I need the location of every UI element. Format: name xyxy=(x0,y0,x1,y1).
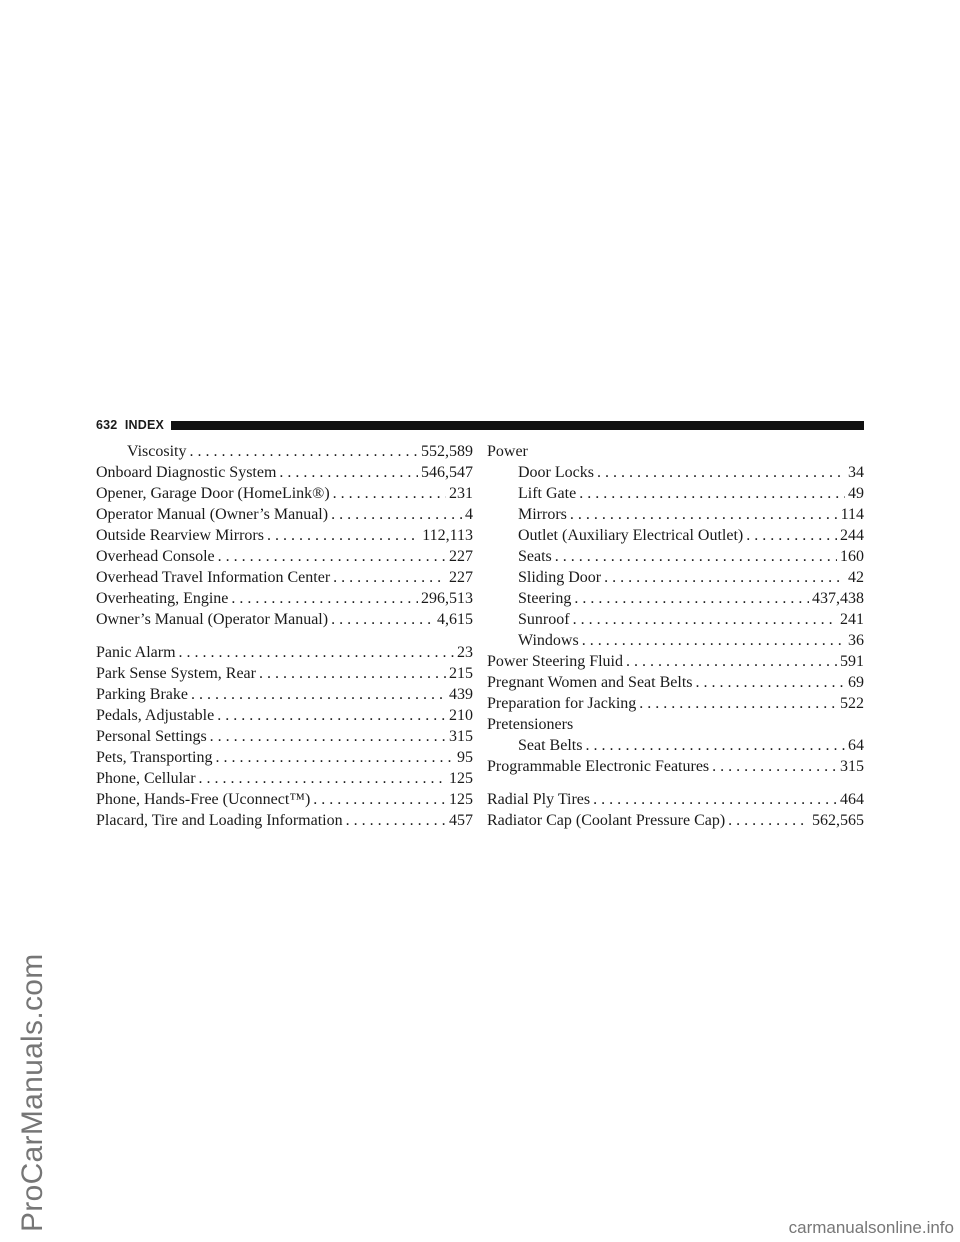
entry-page: 437,438 xyxy=(812,590,864,607)
entry-page: 439 xyxy=(449,686,473,703)
index-entry xyxy=(487,714,864,735)
dot-leader xyxy=(597,462,845,483)
entry-page: 231 xyxy=(449,485,473,502)
index-entry xyxy=(487,810,864,831)
index-entry xyxy=(96,726,473,747)
index-entry xyxy=(487,651,864,672)
index-entry xyxy=(96,642,473,663)
entry-label: Sliding Door xyxy=(518,569,602,586)
entry-page: 34 xyxy=(848,464,864,481)
entry-page: 215 xyxy=(449,665,473,682)
entry-label: Pets, Transporting xyxy=(96,749,213,766)
dot-leader xyxy=(555,546,837,567)
section-title: INDEX xyxy=(124,418,165,432)
entry-label: Radial Ply Tires xyxy=(487,791,591,808)
index-entry xyxy=(487,672,864,693)
dot-leader xyxy=(582,630,845,651)
entry-label: Preparation for Jacking xyxy=(487,695,637,712)
dot-leader xyxy=(189,441,418,462)
entry-label: Lift Gate xyxy=(518,485,577,502)
dot-leader xyxy=(639,693,837,714)
dot-leader xyxy=(585,735,845,756)
index-entry xyxy=(487,756,864,777)
index-column-left xyxy=(96,441,473,831)
page-number: 632 xyxy=(96,418,118,432)
index-entry xyxy=(96,483,473,504)
dot-leader xyxy=(331,609,434,630)
entry-page: 227 xyxy=(449,569,473,586)
entry-page: 591 xyxy=(840,653,864,670)
entry-label: Pedals, Adjustable xyxy=(96,707,215,724)
index-entry xyxy=(96,525,473,546)
index-entry xyxy=(96,567,473,588)
entry-label: Seats xyxy=(518,548,552,565)
bottom-watermark: carmanualsonline.info xyxy=(788,1218,954,1237)
index-column-right xyxy=(487,441,864,831)
entry-label: Park Sense System, Rear xyxy=(96,665,256,682)
entry-label: Phone, Cellular xyxy=(96,770,196,787)
entry-page: 114 xyxy=(840,506,864,523)
entry-label: Phone, Hands-Free (Uconnect™) xyxy=(96,791,311,808)
index-entry xyxy=(487,546,864,567)
entry-label: Opener, Garage Door (HomeLink®) xyxy=(96,485,330,502)
entry-page: 49 xyxy=(848,485,864,502)
entry-page: 95 xyxy=(457,749,473,766)
dot-leader xyxy=(259,663,446,684)
entry-label: Mirrors xyxy=(518,506,567,523)
entry-page: 125 xyxy=(449,770,473,787)
entry-label: Viscosity xyxy=(127,443,187,460)
dot-leader xyxy=(579,483,845,504)
entry-page: 160 xyxy=(840,548,864,565)
dot-leader xyxy=(333,483,446,504)
entry-page: 227 xyxy=(449,548,473,565)
index-entry xyxy=(487,462,864,483)
index-entry xyxy=(96,441,473,462)
entry-label: Windows xyxy=(518,632,579,649)
entry-label: Owner’s Manual (Operator Manual) xyxy=(96,611,329,628)
entry-page: 546,547 xyxy=(421,464,473,481)
entry-page: 315 xyxy=(449,728,473,745)
entry-page: 112,113 xyxy=(422,527,473,544)
page-header xyxy=(96,417,864,433)
side-watermark: ProCarManuals.com xyxy=(16,953,49,1232)
index-entry xyxy=(96,684,473,705)
dot-leader xyxy=(215,747,454,768)
index-entry xyxy=(96,768,473,789)
dot-leader xyxy=(267,525,419,546)
index-entry xyxy=(487,567,864,588)
dot-leader xyxy=(331,504,462,525)
dot-leader xyxy=(604,567,845,588)
dot-leader xyxy=(217,705,446,726)
index-entry xyxy=(487,525,864,546)
entry-page: 244 xyxy=(840,527,864,544)
entry-page: 315 xyxy=(840,758,864,775)
index-entry xyxy=(487,441,864,462)
dot-leader xyxy=(231,588,418,609)
entry-label: Radiator Cap (Coolant Pressure Cap) xyxy=(487,812,726,829)
header-rule xyxy=(171,421,864,430)
dot-leader xyxy=(199,768,446,789)
dot-leader xyxy=(191,684,446,705)
dot-leader xyxy=(626,651,837,672)
index-entry xyxy=(96,462,473,483)
entry-page: 241 xyxy=(840,611,864,628)
entry-label: Overheating, Engine xyxy=(96,590,229,607)
entry-page: 4,615 xyxy=(437,611,473,628)
dot-leader xyxy=(218,546,446,567)
dot-leader xyxy=(346,810,446,831)
index-entry xyxy=(96,588,473,609)
entry-page: 36 xyxy=(848,632,864,649)
entry-page: 464 xyxy=(840,791,864,808)
entry-label: Pretensioners xyxy=(487,716,574,733)
entry-page: 552,589 xyxy=(421,443,473,460)
entry-page: 4 xyxy=(465,506,473,523)
dot-leader xyxy=(728,810,809,831)
index-entry xyxy=(487,630,864,651)
entry-page: 457 xyxy=(449,812,473,829)
index-entry xyxy=(487,693,864,714)
entry-label: Programmable Electronic Features xyxy=(487,758,710,775)
header-text xyxy=(96,418,171,432)
entry-page: 296,513 xyxy=(421,590,473,607)
index-entry xyxy=(96,546,473,567)
dot-leader xyxy=(712,756,837,777)
entry-label: Sunroof xyxy=(518,611,570,628)
dot-leader xyxy=(333,567,446,588)
index-entry xyxy=(96,810,473,831)
index-entry xyxy=(96,609,473,630)
index-entry xyxy=(96,705,473,726)
entry-label: Operator Manual (Owner’s Manual) xyxy=(96,506,329,523)
dot-leader xyxy=(313,789,446,810)
entry-label: Outlet (Auxiliary Electrical Outlet) xyxy=(518,527,744,544)
dot-leader xyxy=(746,525,837,546)
entry-label: Power xyxy=(487,443,528,460)
entry-page: 69 xyxy=(848,674,864,691)
entry-label: Pregnant Women and Seat Belts xyxy=(487,674,693,691)
dot-leader xyxy=(279,462,418,483)
dot-leader xyxy=(570,504,838,525)
entry-label: Placard, Tire and Loading Information xyxy=(96,812,343,829)
dot-leader xyxy=(179,642,454,663)
entry-label: Overhead Console xyxy=(96,548,215,565)
index-entry xyxy=(487,609,864,630)
entry-label: Overhead Travel Information Center xyxy=(96,569,331,586)
dot-leader xyxy=(593,789,837,810)
index-entry xyxy=(96,663,473,684)
entry-label: Panic Alarm xyxy=(96,644,176,661)
entry-label: Onboard Diagnostic System xyxy=(96,464,277,481)
entry-page: 562,565 xyxy=(812,812,864,829)
entry-page: 64 xyxy=(848,737,864,754)
entry-label: Outside Rearview Mirrors xyxy=(96,527,264,544)
index-entry xyxy=(487,735,864,756)
entry-page: 125 xyxy=(449,791,473,808)
index-entry xyxy=(96,504,473,525)
index-entry xyxy=(487,588,864,609)
entry-page: 210 xyxy=(449,707,473,724)
entry-label: Power Steering Fluid xyxy=(487,653,623,670)
entry-label: Personal Settings xyxy=(96,728,207,745)
dot-leader xyxy=(573,609,837,630)
dot-leader xyxy=(696,672,846,693)
dot-leader xyxy=(574,588,809,609)
dot-leader xyxy=(210,726,446,747)
index-entry xyxy=(96,789,473,810)
entry-label: Steering xyxy=(518,590,572,607)
entry-page: 42 xyxy=(848,569,864,586)
entry-page: 23 xyxy=(457,644,473,661)
index-entry xyxy=(487,789,864,810)
index-entry xyxy=(487,504,864,525)
entry-label: Seat Belts xyxy=(518,737,583,754)
index-entry xyxy=(487,483,864,504)
entry-page: 522 xyxy=(840,695,864,712)
entry-label: Door Locks xyxy=(518,464,594,481)
index-entry xyxy=(96,747,473,768)
entry-label: Parking Brake xyxy=(96,686,188,703)
